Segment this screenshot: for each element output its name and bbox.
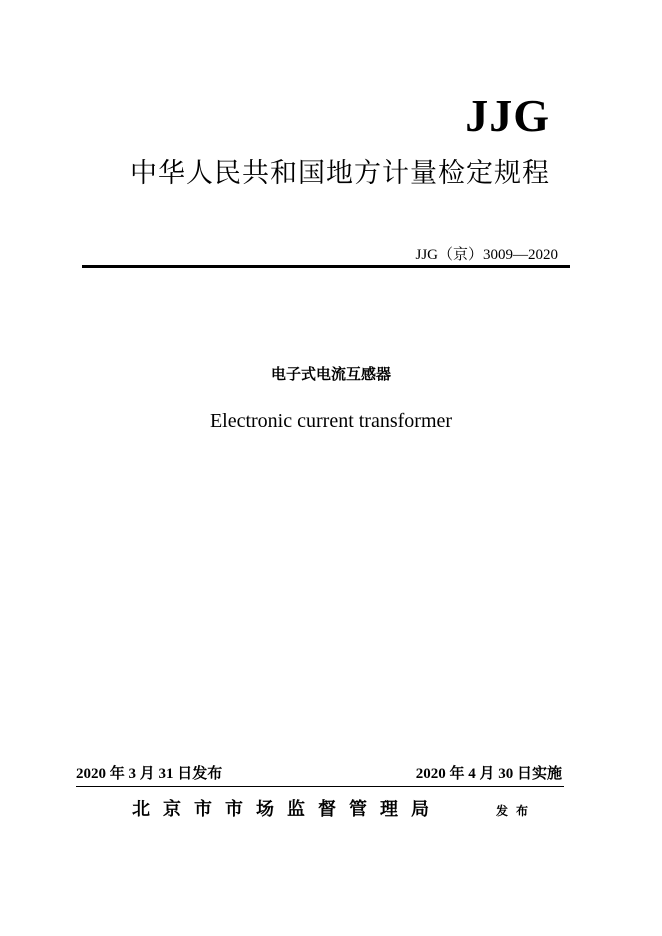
document-code: JJG（京）3009—2020 (415, 247, 558, 263)
regulation-category-title: 中华人民共和国地方计量检定规程 (130, 158, 550, 189)
footer-divider (76, 786, 564, 787)
issue-date: 2020 年 3 月 31 日发布 (76, 766, 223, 782)
header-divider (82, 265, 570, 268)
document-title-en: Electronic current transformer (209, 410, 453, 432)
issued-label: 发布 (496, 804, 537, 818)
issuing-authority: 北京市市场监督管理局 (132, 799, 442, 820)
document-title-cn: 电子式电流互感器 (270, 365, 391, 383)
effective-date: 2020 年 4 月 30 日实施 (415, 766, 562, 782)
jjg-logo: JJG (465, 90, 550, 141)
